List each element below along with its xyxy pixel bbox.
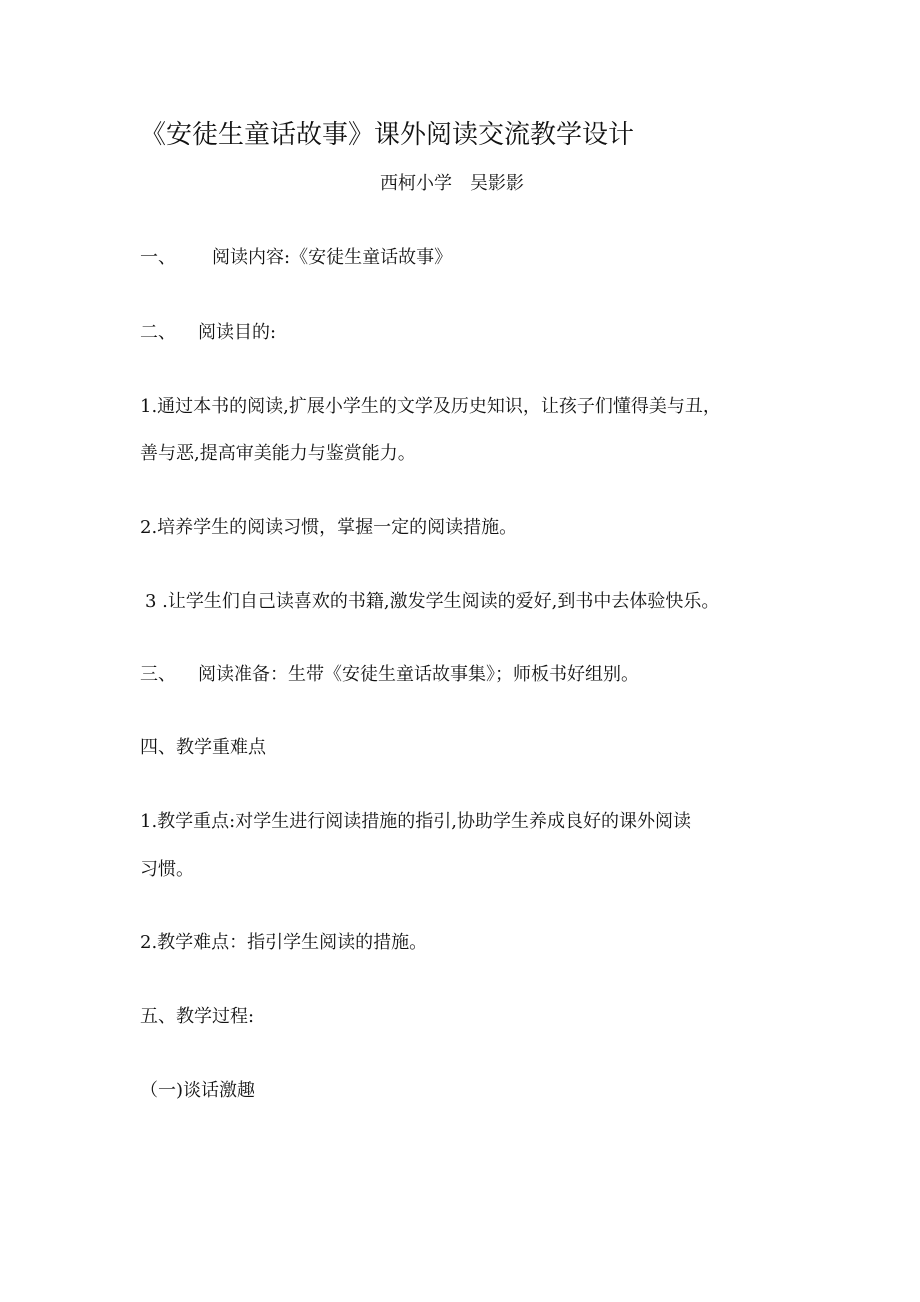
section-number: 一、 xyxy=(140,247,176,268)
key-point-1-line-2: 习惯。 xyxy=(140,859,194,880)
goal-2: 2.培养学生的阅读习惯，掌握一定的阅读措施。 xyxy=(140,517,518,538)
section-text: 阅读准备：生带《安徒生童话故事集》；师板书好组别。 xyxy=(198,664,639,685)
section-number: 三、 xyxy=(140,664,176,685)
goal-3: 3 .让学生们自己读喜欢的书籍,激发学生阅读的爱好,到书中去体验快乐。 xyxy=(145,591,720,612)
key-point-1-line-1: 1.教学重点:对学生进行阅读措施的指引,协助学生养成良好的课外阅读 xyxy=(140,811,691,832)
section-key-points-heading: 四、教学重难点 xyxy=(140,737,266,758)
section-reading-content xyxy=(140,246,452,270)
section-reading-preparation xyxy=(140,663,639,687)
section-reading-goals xyxy=(140,321,276,345)
author-line xyxy=(380,172,524,196)
document-title: 《安徒生童话故事》课外阅读交流教学设计 xyxy=(140,120,635,150)
author-name: 吴影影 xyxy=(470,173,524,194)
author-school: 西柯小学 xyxy=(380,173,452,194)
section-number: 二、 xyxy=(140,322,176,343)
section-text: 阅读目的: xyxy=(198,322,277,343)
subsection-warmup-talk: （一)谈话激趣 xyxy=(140,1080,256,1101)
section-text: 阅读内容:《安徒生童话故事》 xyxy=(212,247,453,268)
goal-1-line-1: 1.通过本书的阅读,扩展小学生的文学及历史知识，让孩子们懂得美与丑， xyxy=(140,396,721,417)
section-teaching-process-heading: 五、教学过程: xyxy=(140,1006,255,1027)
goal-1-line-2: 善与恶,提高审美能力与鉴赏能力。 xyxy=(140,443,416,464)
key-point-2: 2.教学难点：指引学生阅读的措施。 xyxy=(140,932,428,953)
